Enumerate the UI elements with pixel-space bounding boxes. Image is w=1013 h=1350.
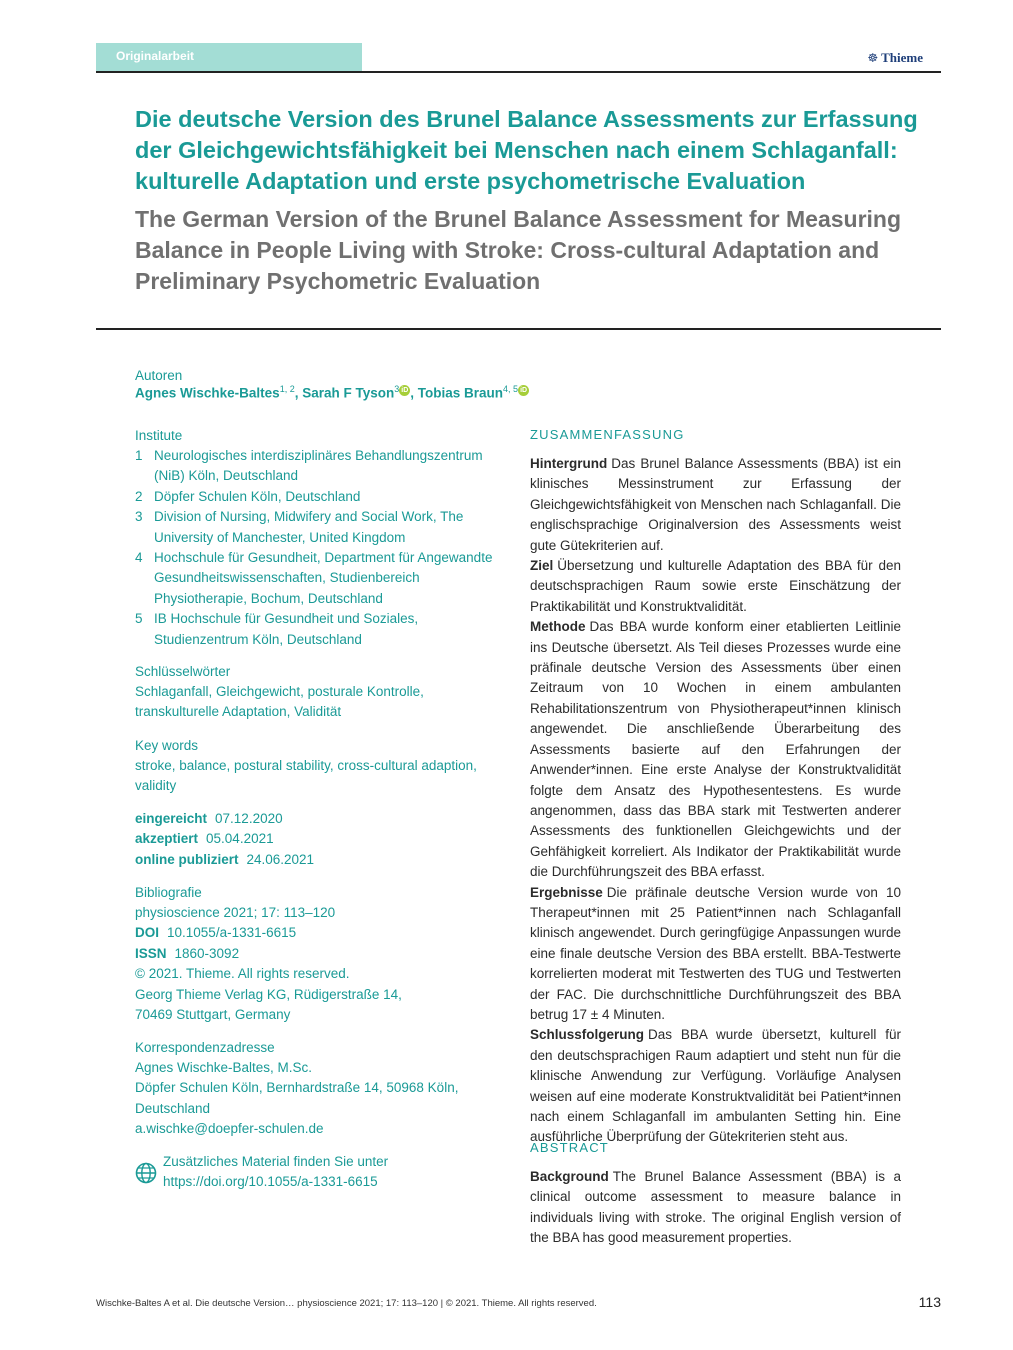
bibliography-block	[135, 903, 495, 1025]
publisher-address: Georg Thieme Verlag KG, Rüdigerstraße 14,	[135, 986, 402, 1002]
abstract-paragraph: Hintergrund Das Brunel Balance Assessments (BBA) ist ein klinisches Messinstrument zur Erfassung der Gleichgewichtsfähigkeit von Menschen nach Schlaganfall. Die englischsprachige Originalversion des Assessments weist gute Gütekriterien auf.	[530, 456, 901, 553]
doi[interactable]: DOI 10.1055/a-1331-6615	[135, 925, 297, 941]
copyright: © 2021. Thieme. All rights reserved.	[135, 966, 350, 982]
zusammenfassung-body	[530, 454, 901, 1148]
keywords-en-label: Key words	[135, 738, 199, 753]
header-rule	[96, 71, 941, 73]
zusammenfassung-heading: ZUSAMMENFASSUNG	[530, 427, 685, 442]
supplementary-text: Zusätzliches Material finden Sie unter	[163, 1154, 389, 1169]
correspondence-email[interactable]: a.wischke@doepfer-schulen.de	[135, 1121, 324, 1137]
author-name[interactable]: Tobias Braun	[417, 385, 504, 401]
title-rule	[96, 328, 941, 330]
author-affiliation: 4, 5	[503, 384, 519, 394]
authors-label: Autoren	[135, 368, 183, 383]
institutes-label: Institute	[135, 428, 183, 443]
thieme-logo-icon: ☸	[867, 51, 879, 65]
list-item: 2 Döpfer Schulen Köln, Deutschland	[135, 488, 361, 504]
keywords-en: stroke, balance, postural stability, cross-cultural adaption, validity	[135, 758, 477, 794]
supplementary-material	[163, 1152, 463, 1193]
published-date: online publiziert 24.06.2021	[135, 851, 315, 867]
correspondence-name: Agnes Wischke-Baltes, M.Sc.	[135, 1060, 313, 1075]
title-english: The German Version of the Brunel Balance Assessment for Measuring Balance in People Living with Stroke: Cross-cultural Adaptation and Preliminary Psychometric Evaluation	[135, 206, 902, 294]
abstract-paragraph: Schlussfolgerung Das BBA wurde übersetzt, kulturell für den deutschsprachigen Raum adaptiert und steht nun für die klinische Anwendung zur Verfügung. Vorläufige Analysen weisen auf eine moderate Konstruktvalidität bei Patient*innen nach einem Schlaganfall im ambulanten Setting hin. Eine ausführliche Überprüfung der Gütekriterien steht aus.	[530, 1027, 901, 1145]
abstract-paragraph: Ergebnisse Die präfinale deutsche Version wurde von 10 Therapeut*innen mit 25 Patient*innen nach Schlaganfall klinisch angewendet. Durch geringfügige Anpassungen wurde eine finale deutsche Version des BBA erstellt. BBA-Testwerte korrelierten moderat mit Testwerten des TUG und Testwerten der FAC. Die durchschnittliche Durchführungszeit des BBA betrug 17 ± 4 Minuten.	[530, 884, 901, 1022]
page-number: 113	[918, 1294, 941, 1310]
abstract-paragraph: Ziel Übersetzung und kulturelle Adaptation des BBA für den deutschsprachigen Raum sowie erste Einschätzung der Praktikabilität und Konstruktvalidität.	[530, 558, 901, 614]
bibliography-label: Bibliografie	[135, 885, 202, 900]
abstract-paragraph: Methode Das BBA wurde konform einer etablierten Leitlinie ins Deutsche übersetzt. Als Teil dieses Prozesses wurde eine präfinale deutsche Version des Assessments über einen Zeitraum von 10 Wochen in einem ambulanten Rehabilitationszentrum von Physiotherapeut*innen klinisch angewendet. Die anschließende Überarbeitung des Assessments basierte auf den Erfahrungen der Anwender*innen. Eine erste Analyse der Konstruktvalidität folgte dem Ansatz des Hypothesentestens. Es wurde angenommen, dass das BBA stark mit Testwerten anderer Assessments des funktionellen Gleichgewichts und der Gehfähigkeit korreliert. Als Indikator der Praktikabilität wurde die Durchführungszeit des BBA erfasst.	[530, 619, 901, 880]
publisher-logo: ☸ Thieme	[867, 50, 923, 65]
author-affiliation: 3	[394, 384, 400, 394]
issn: ISSN 1860-3092	[135, 945, 240, 961]
supplementary-link[interactable]: https://doi.org/10.1055/a-1331-6615	[163, 1174, 378, 1190]
title-german: Die deutsche Version des Brunel Balance Assessments zur Erfassung der Gleichgewichtsfähigkeit bei Menschen nach einem Schlaganfall: kulturelle Adaptation und erste psychometrische Evaluation	[135, 106, 918, 194]
footer-citation: Wischke-Baltes A et al. Die deutsche Version… physioscience 2021; 17: 113–120 | © 2021. Thieme. All rights reserved.	[96, 1298, 597, 1309]
orcid-icon[interactable]: iD	[401, 387, 409, 394]
authors-line: Agnes Wischke-Baltes$^{1, 2}$, Sarah F Tyson$^3$ iD , Tobias Braun$^{4, 5}$ iD	[135, 384, 528, 401]
author-affiliation: 1, 2	[279, 384, 295, 394]
list-item: 1 Neurologisches interdisziplinäres Behandlungszentrum (NiB) Köln, Deutschland	[135, 448, 483, 484]
correspondence-label: Korrespondenzadresse	[135, 1040, 275, 1055]
abstract-heading: ABSTRACT	[530, 1140, 609, 1155]
keywords-de: Schlaganfall, Gleichgewicht, posturale Kontrolle, transkulturelle Adaptation, Validität	[135, 684, 424, 720]
orcid-icon[interactable]: iD	[520, 387, 528, 394]
section-tag: Originalarbeit	[96, 43, 362, 71]
publisher-address: 70469 Stuttgart, Germany	[135, 1007, 291, 1023]
citation: physioscience 2021; 17: 113–120	[135, 905, 336, 920]
keywords-de-label: Schlüsselwörter	[135, 664, 231, 679]
list-item: 5 IB Hochschule für Gesundheit und Soziales, Studienzentrum Köln, Deutschland	[135, 611, 419, 647]
received-date: eingereicht 07.12.2020	[135, 811, 283, 826]
correspondence-block	[135, 1058, 495, 1140]
list-item: 3 Division of Nursing, Midwifery and Social Work, The University of Manchester, United Kingdom	[135, 509, 464, 545]
correspondence-address: Döpfer Schulen Köln, Bernhardstraße 14, 50968 Köln, Deutschland	[135, 1080, 459, 1116]
author-name[interactable]: Agnes Wischke-Baltes	[135, 385, 280, 401]
author-name[interactable]: Sarah F Tyson	[302, 385, 395, 401]
abstract-paragraph: Background The Brunel Balance Assessment (BBA) is a clinical outcome assessment to measure balance in individuals living with stroke. The original English version of the BBA has good measurement properties.	[530, 1169, 901, 1246]
globe-icon	[135, 1162, 157, 1184]
dates-block	[135, 809, 314, 870]
abstract-body	[530, 1167, 901, 1249]
institutes-list	[135, 446, 515, 650]
list-item: 4 Hochschule für Gesundheit, Department für Angewandte Gesundheitswissenschaften, Studienbereich Physiotherapie, Bochum, Deutschland	[135, 550, 493, 606]
accepted-date: akzeptiert 05.04.2021	[135, 831, 274, 847]
